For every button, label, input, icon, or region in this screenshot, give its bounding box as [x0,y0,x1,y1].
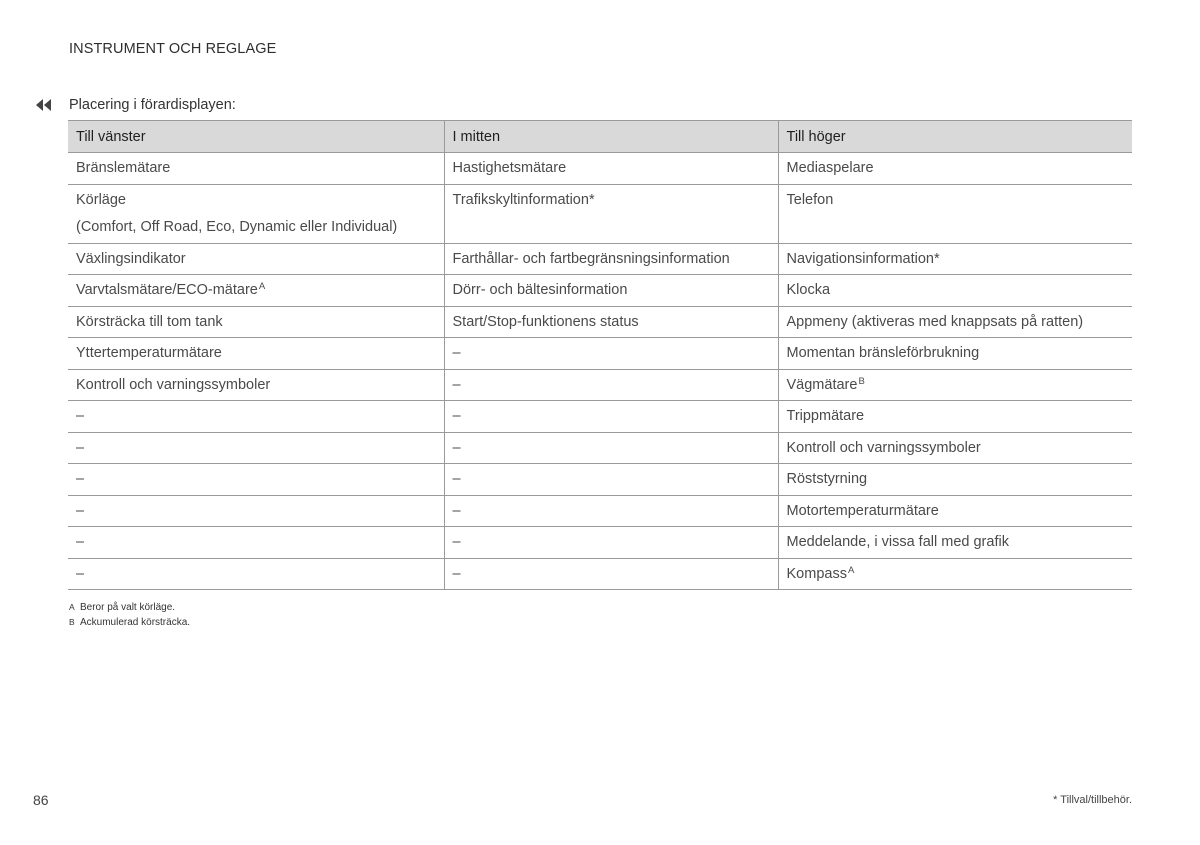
cell-left [68,527,444,559]
cell-text: Farthållar- och fartbegränsningsinformation [452,250,730,267]
intro-text: Placering i förardisplayen: [69,97,236,113]
footnote-ref: A [847,564,855,576]
cell-left [68,432,444,464]
cell-middle [444,464,778,496]
table-row [68,558,1132,590]
cell-text: – [76,534,85,550]
cell-text: Motortemperaturmätare [786,502,939,519]
footnote-marker: A [69,602,75,612]
cell-text: Start/Stop-funktionens status [452,313,639,330]
table-row [68,369,1132,401]
cell-right [778,527,1132,559]
footnotes [69,600,190,630]
footnote-ref: A [258,281,266,292]
table-row [68,184,1132,243]
placement-table [68,120,1132,590]
cell-text: Momentan bränsleförbrukning [786,345,980,361]
cell-text: Växlingsindikator [76,250,186,267]
cell-text: Navigationsinformation* [786,250,940,267]
cell-text: Mediaspelare [786,160,874,176]
cell-left [68,275,444,307]
cell-text: – [452,408,461,424]
cell-text: Varvtalsmätare/ECO-mätare [76,282,258,298]
cell-text: – [452,345,461,361]
cell-left [68,558,444,590]
cell-text: Röststyrning [786,471,868,487]
cell-middle [444,432,778,464]
footnote-ref: B [858,375,865,387]
table-row [68,153,1132,185]
cell-right [778,401,1132,433]
table-header-row [68,121,1132,153]
column-header-right: Till höger [778,121,1132,153]
cell-left [68,495,444,527]
cell-middle [444,401,778,433]
table-row [68,401,1132,433]
cell-text: Trippmätare [786,408,865,424]
cell-left [68,464,444,496]
cell-text: – [76,408,85,424]
cell-text: Appmeny (aktiveras med knappsats på ratten) [786,313,1084,330]
cell-right [778,153,1132,185]
footnote-marker: B [69,617,75,627]
cell-right [778,184,1132,243]
cell-text: – [76,502,85,519]
cell-text: Hastighetsmätare [452,160,567,176]
cell-middle [444,558,778,590]
column-header-left: Till vänster [68,121,444,153]
cell-right [778,338,1132,370]
cell-left [68,153,444,185]
table-row [68,527,1132,559]
table-row [68,464,1132,496]
cell-text: Klocka [786,282,831,298]
cell-right [778,243,1132,275]
cell-text: Dörr- och bältesinformation [452,282,628,298]
footnote-text: Beror på valt körläge. [80,602,176,613]
cell-text: Bränslemätare [76,160,171,176]
cell-text: Trafikskyltinformation* [452,191,595,208]
table-row [68,275,1132,307]
cell-text: – [452,502,461,519]
cell-left [68,243,444,275]
column-header-middle: I mitten [444,121,778,153]
cell-middle [444,275,778,307]
footnote-text: Ackumulerad körsträcka. [80,617,191,628]
table-row [68,306,1132,338]
cell-text: Yttertemperaturmätare [76,345,222,361]
cell-right [778,306,1132,338]
cell-text: Telefon [786,191,834,208]
cell-right [778,275,1132,307]
cell-left [68,306,444,338]
cell-right [778,558,1132,590]
cell-text: – [452,471,461,487]
footnote [69,600,190,615]
table-row [68,338,1132,370]
table-row [68,243,1132,275]
cell-middle [444,184,778,243]
cell-middle [444,527,778,559]
table-row [68,495,1132,527]
cell-text: Vägmätare [786,376,858,393]
cell-text: – [452,565,461,582]
cell-text: – [76,565,85,582]
cell-middle [444,306,778,338]
cell-text: Kontroll och varningssymboler [76,376,271,393]
cell-right [778,432,1132,464]
cell-text-line2: (Comfort, Off Road, Eco, Dynamic eller Individual) [76,218,398,235]
table-row [68,432,1132,464]
cell-middle [444,153,778,185]
cell-text: – [452,439,461,456]
cell-text: Körläge [76,191,126,208]
cell-text: Körsträcka till tom tank [76,313,223,330]
cell-left [68,184,444,243]
cell-left [68,369,444,401]
double-chevron-left-icon [35,98,53,112]
cell-right [778,495,1132,527]
cell-text: Kompass [786,565,847,582]
cell-middle [444,369,778,401]
cell-middle [444,495,778,527]
cell-text: – [76,439,85,456]
cell-text: – [452,534,461,550]
section-header: INSTRUMENT OCH REGLAGE [69,41,277,57]
cell-middle [444,338,778,370]
cell-text: Kontroll och varningssymboler [786,439,981,456]
cell-middle [444,243,778,275]
cell-text: Meddelande, i vissa fall med grafik [786,534,1009,550]
cell-text: – [76,471,85,487]
page-number: 86 [33,792,49,808]
cell-text: – [452,376,461,393]
cell-right [778,369,1132,401]
footnote [69,615,190,630]
cell-left [68,401,444,433]
optional-equipment-note: * Tillval/tillbehör. [1053,794,1132,806]
cell-right [778,464,1132,496]
cell-left [68,338,444,370]
